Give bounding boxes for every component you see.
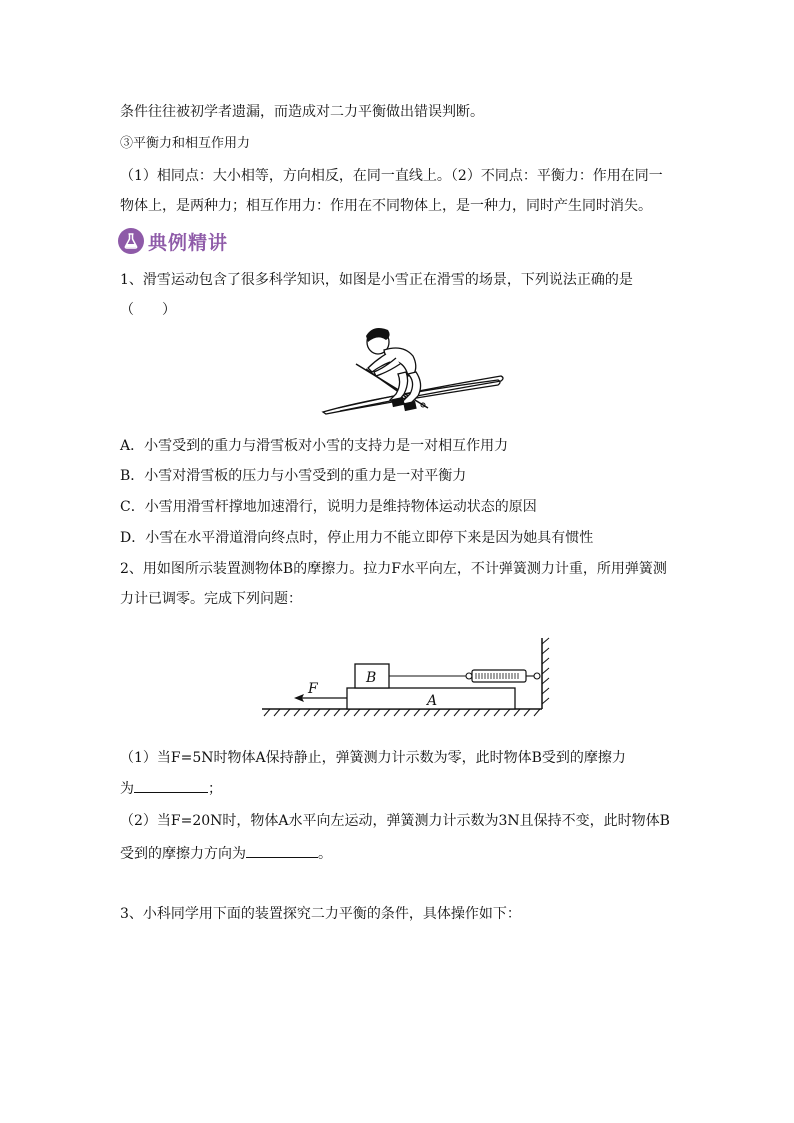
q2-stem-line-1: 2、用如图所示装置测物体B的摩擦力。拉力F水平向左，不计弹簧测力计重，所用弹簧测 (120, 561, 667, 577)
heading-balance-vs-interaction: ③平衡力和相互作用力 (120, 136, 251, 151)
q2-answer-blank-2[interactable] (246, 843, 318, 858)
q1-stem: 1、滑雪运动包含了很多科学知识，如图是小雪正在滑雪的场景，下列说法正确的是 (120, 272, 633, 288)
q1-option-a: A．小雪受到的重力与滑雪板对小雪的支持力是一对相互作用力 (120, 438, 509, 454)
q2-answer-blank-1[interactable] (134, 778, 208, 793)
q2-sub2-line-1: （2）当F=20N时，物体A水平向左运动，弹簧测力计示数为3N且保持不变，此时物体B (120, 813, 670, 829)
intro-line-1: 条件往往被初学者遗漏，而造成对二力平衡做出错误判断。 (120, 104, 484, 120)
q1-answer-paren: （ ） (120, 302, 176, 318)
force-f-label: F (308, 681, 318, 697)
q2-stem-line-2: 力计已调零。完成下列问题： (120, 591, 302, 607)
intro-line-3: 物体上，是两种力；相互作用力：作用在不同物体上，是一种力，同时产生同时消失。 (120, 198, 652, 214)
q2-sub1-suffix: ； (208, 781, 222, 797)
q2-sub2-suffix: 。 (318, 846, 332, 862)
q3-stem: 3、小科同学用下面的装置探究二力平衡的条件，具体操作如下： (120, 906, 521, 922)
friction-apparatus-figure (258, 636, 558, 724)
block-b-label: B (366, 670, 377, 686)
q1-option-c: C．小雪用滑雪杆撑地加速滑行，说明力是维持物体运动状态的原因 (120, 499, 537, 515)
q2-sub2-prefix: 受到的摩擦力方向为 (120, 846, 246, 862)
flask-icon (118, 228, 144, 254)
skier-figure (318, 324, 508, 423)
q1-option-d: D．小雪在水平滑道滑向终点时，停止用力不能立即停下来是因为她具有惯性 (120, 530, 594, 546)
section-heading (118, 226, 228, 256)
q2-sub2-line-2 (120, 843, 332, 864)
q1-option-b: B．小雪对滑雪板的压力与小雪受到的重力是一对平衡力 (120, 468, 467, 484)
q2-sub1-line-2 (120, 778, 222, 799)
section-title: 典例精讲 (148, 231, 229, 254)
board-a-label: A (427, 693, 438, 709)
intro-line-2: （1）相同点：大小相等，方向相反，在同一直线上。（2）不同点：平衡力：作用在同一 (120, 168, 663, 184)
q2-sub1-line-1: （1）当F=5N时物体A保持静止，弹簧测力计示数为零，此时物体B受到的摩擦力 (120, 750, 626, 766)
q2-sub1-prefix: 为 (120, 781, 134, 797)
